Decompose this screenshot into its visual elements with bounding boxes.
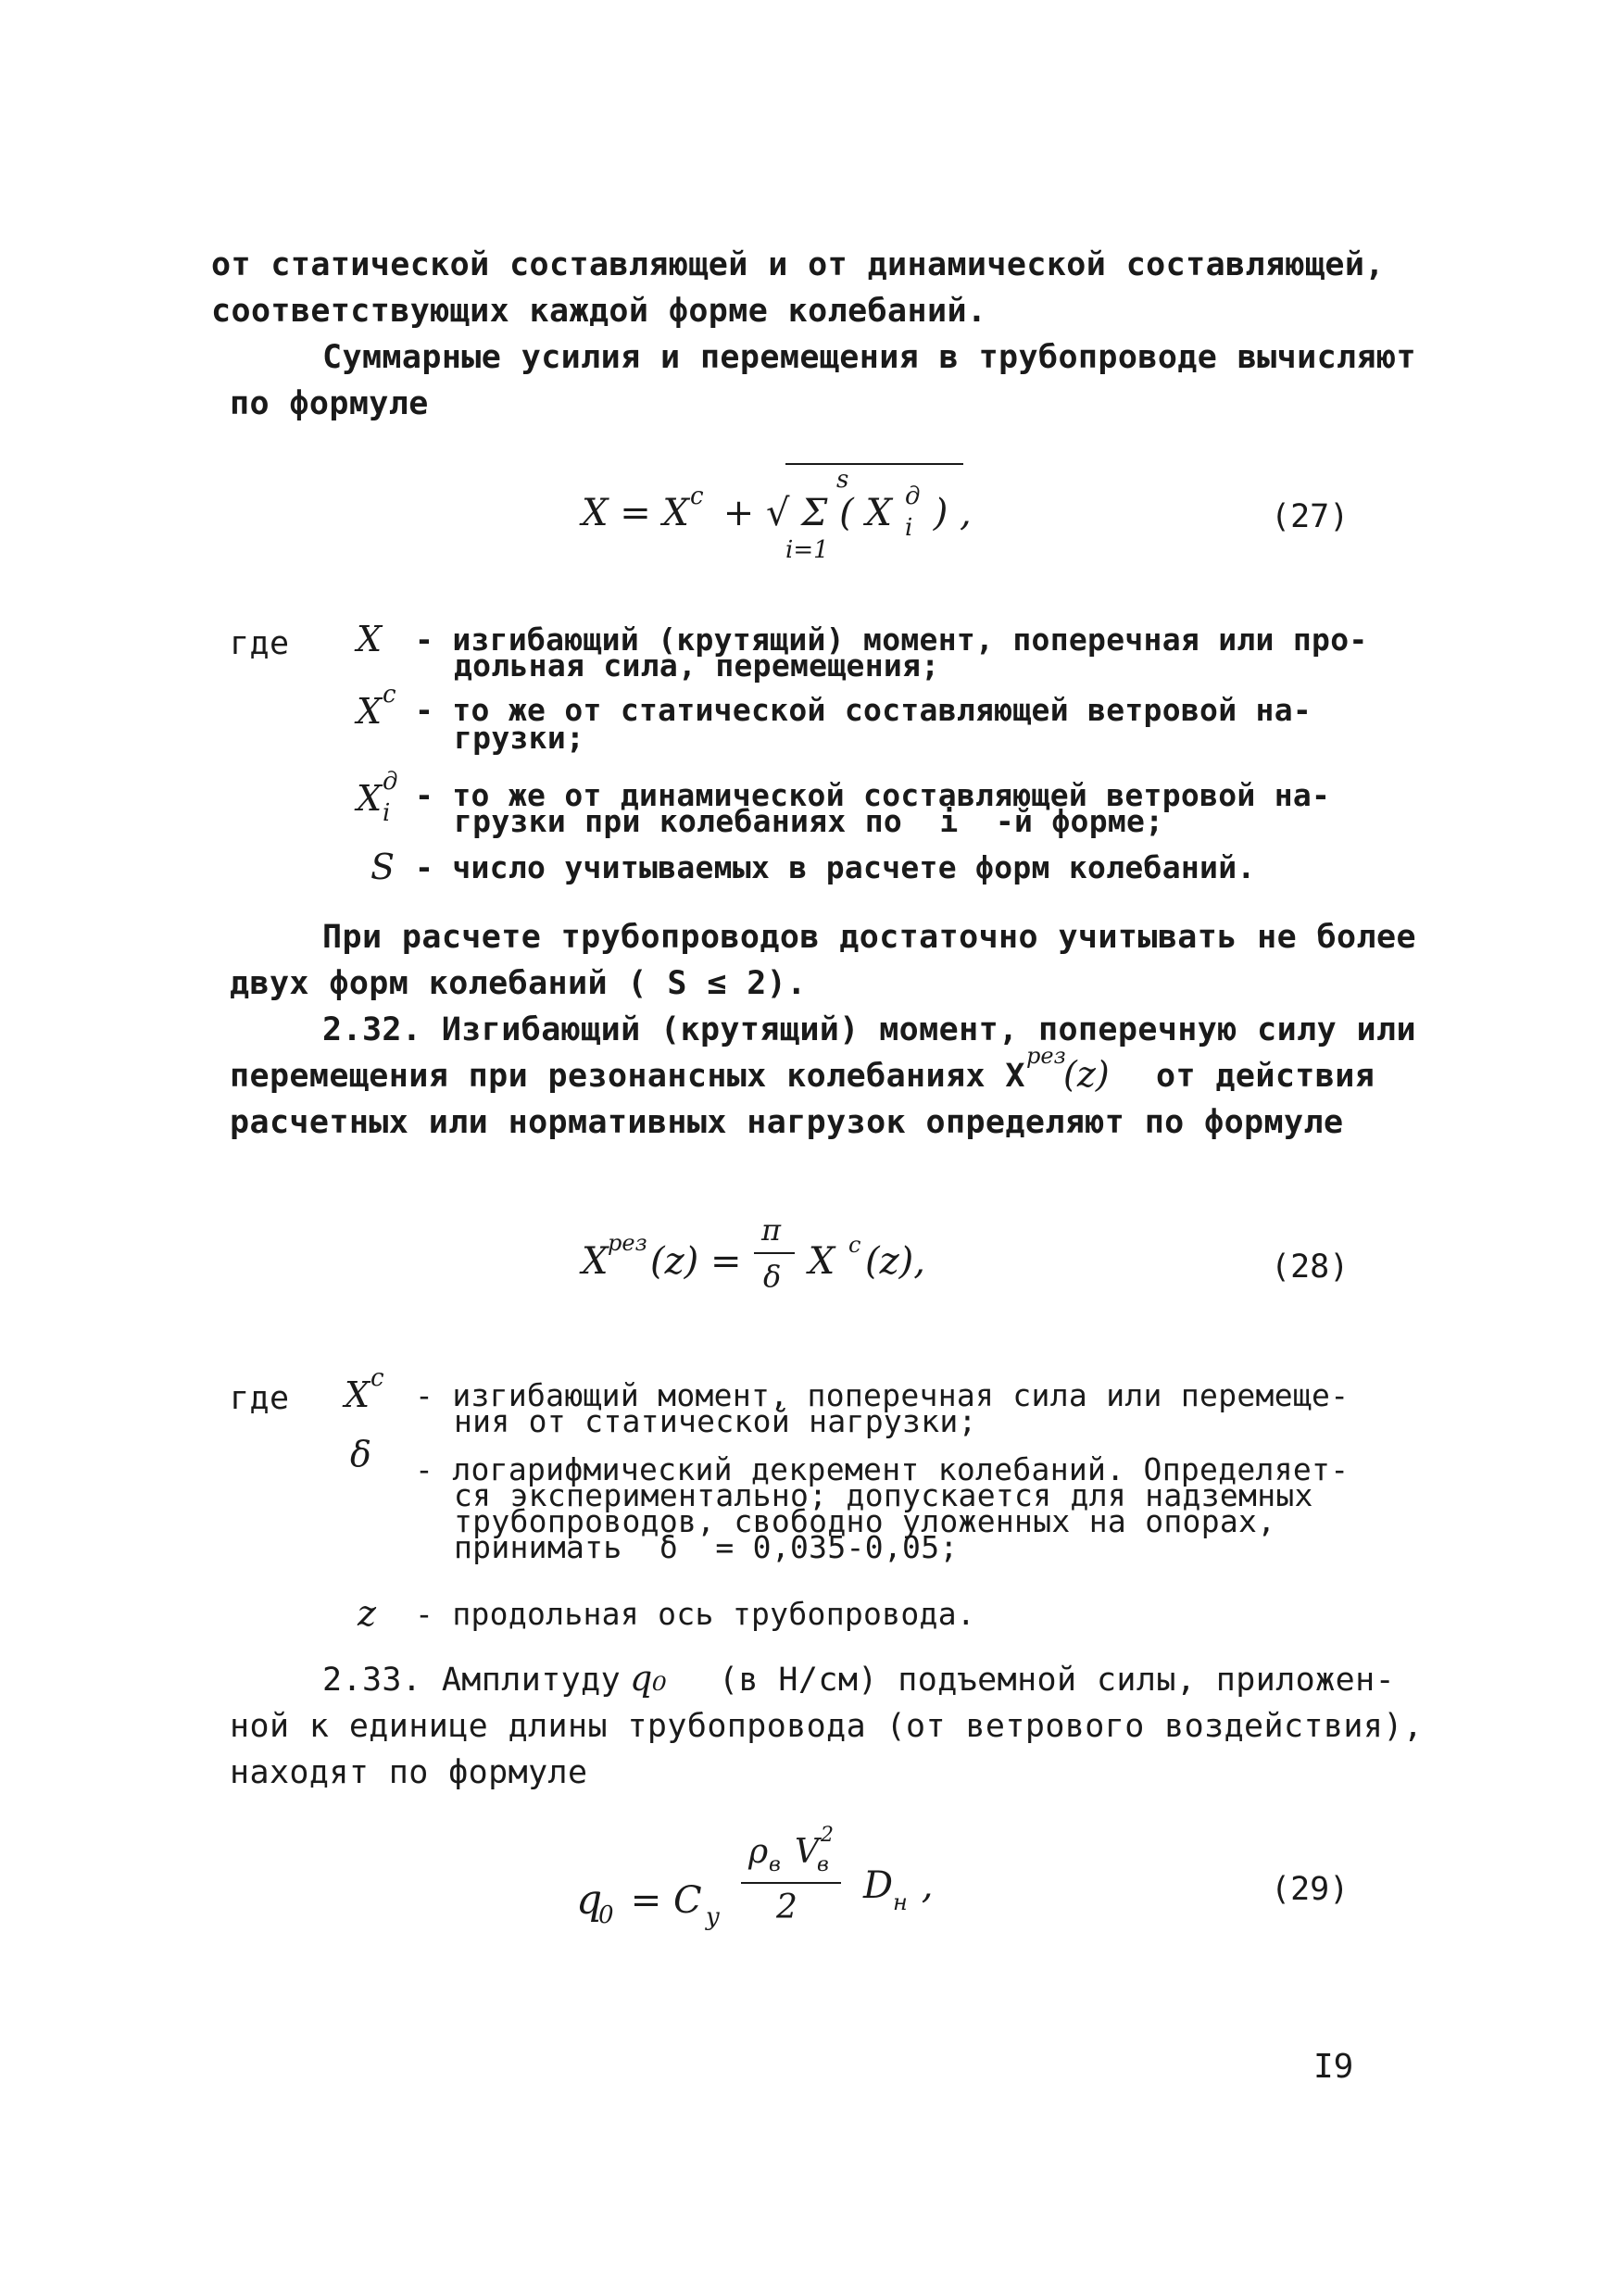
equation-number: (27) [1271, 498, 1350, 535]
paragraph-line: соответствующих каждой форме колебаний. [211, 293, 987, 330]
definition-line: грузки при колебаниях по i -й форме; [454, 803, 1164, 839]
paragraph-line: расчетных или нормативных нагрузок определяют по формуле [230, 1104, 1344, 1141]
eq27-main: X = X [582, 492, 689, 534]
symbol-s: S [370, 847, 396, 887]
inline-arg-z: (z) [1063, 1054, 1110, 1095]
paragraph-line: по формуле [230, 385, 429, 422]
inline-sup-rez: рез [1026, 1043, 1066, 1069]
eq29-eq: = C [619, 1879, 702, 1922]
eq27-sub2: i [905, 514, 913, 542]
eq29-rho: ρ [748, 1833, 769, 1871]
symbol-xc: X [357, 691, 383, 732]
eq28-mid: (z) = [650, 1240, 754, 1283]
inline-symbol-q0: q₀ [630, 1658, 667, 1699]
paragraph-line: ной к единице длины трубопровода (от ветрового воздействия), [230, 1708, 1424, 1745]
sqrt-bar [785, 463, 963, 465]
definition-line: - продольная ось трубопровода. [415, 1596, 976, 1632]
definition-line: трубопроводов, свободно уложенных на опорах, [454, 1503, 1276, 1539]
definition-line: грузки; [454, 720, 585, 756]
eq28-tail: X [797, 1240, 835, 1283]
eq27-sum-top: s [836, 466, 849, 494]
eq29-frac-bottom: 2 [776, 1888, 797, 1926]
eq28-sup: рез [608, 1230, 647, 1256]
eq28-end: (z), [865, 1240, 925, 1283]
eq29-cy-sub: y [706, 1903, 720, 1931]
paragraph-line: (в Н/см) подъемной силы, приложен- [719, 1662, 1396, 1699]
eq28-frac-bottom: δ [763, 1259, 782, 1294]
symbol-xd-sup: д [383, 768, 398, 796]
fraction-bar [741, 1882, 841, 1884]
definition-line: принимать δ = 0,035-0,05; [454, 1529, 959, 1565]
eq27-sup: c [690, 483, 704, 510]
symbol-xc-sup: c [370, 1364, 384, 1392]
definition-line: - число учитываемых в расчете форм колебаний. [415, 849, 1256, 885]
eq28-x: X [582, 1240, 609, 1283]
symbol-delta: δ [350, 1434, 371, 1474]
eq28-frac-top: π [761, 1212, 782, 1248]
eq29-lhs: q [576, 1876, 603, 1924]
symbol-xd-sub: i [383, 799, 391, 827]
paragraph-line: 2.32. Изгибающий (крутящий) момент, поперечную силу или [322, 1011, 1416, 1048]
paragraph-line: двух форм колебаний ( S ≤ 2). [230, 965, 807, 1002]
eq29-d: D [863, 1864, 894, 1907]
paragraph-line: 2.33. Амплитуду [322, 1662, 622, 1699]
definition-line: - изгибающий (крутящий) момент, поперечная или про- [415, 621, 1368, 658]
fraction-bar [754, 1252, 795, 1254]
definition-line: - изгибающий момент, поперечная сила или перемеще- [415, 1377, 1350, 1413]
eq27-close: ) , [922, 492, 972, 534]
definition-line: - то же от статической составляющей ветровой на- [415, 692, 1312, 728]
paragraph-line: от действия [1156, 1058, 1375, 1095]
paragraph-line: перемещения при резонансных колебаниях X [230, 1058, 1025, 1095]
page-number: I9 [1313, 2048, 1354, 2086]
where-label: где [230, 1380, 290, 1417]
eq29-v-sup: 2 [821, 1824, 834, 1847]
paragraph-line: При расчете трубопроводов достаточно учитывать не более [322, 919, 1416, 956]
definition-line: дольная сила, перемещения; [454, 647, 940, 684]
symbol-xd: X [357, 778, 383, 819]
definition-line: ся экспериментально; допускается для надземных [454, 1477, 1313, 1513]
eq27-sup2: д [905, 483, 921, 510]
paragraph-line: от статической составляющей и от динамической составляющей, [211, 246, 1385, 283]
paragraph-line: Суммарные усилия и перемещения в трубопроводе вычисляют [322, 339, 1416, 376]
eq28-sup2: c [848, 1232, 861, 1258]
equation-number: (28) [1271, 1248, 1350, 1286]
eq29-d-sub: н [893, 1889, 908, 1915]
eq29-v-sub: в [817, 1853, 829, 1876]
definition-line: - логарифмический декремент колебаний. Определяет- [415, 1451, 1350, 1487]
eq27-sum-bottom: i=1 [785, 536, 829, 564]
symbol-xc-sup: c [383, 681, 396, 709]
definition-line: ния от статической нагрузки; [454, 1403, 977, 1439]
eq29-v: V [795, 1833, 819, 1871]
where-label: где [230, 625, 290, 662]
eq29-rho-sub: в [769, 1853, 781, 1876]
symbol-xc: X [345, 1374, 370, 1415]
symbol-z: z [358, 1593, 377, 1634]
eq27-rest: + √ Σ ( X [711, 492, 892, 534]
paragraph-line: находят по формуле [230, 1754, 588, 1791]
definition-line: - то же от динамической составляющей ветровой на- [415, 777, 1331, 813]
eq29-lhs-sub: 0 [598, 1901, 614, 1929]
eq29-end: , [910, 1864, 934, 1907]
symbol-x: X [357, 619, 383, 659]
equation-number: (29) [1271, 1871, 1350, 1908]
